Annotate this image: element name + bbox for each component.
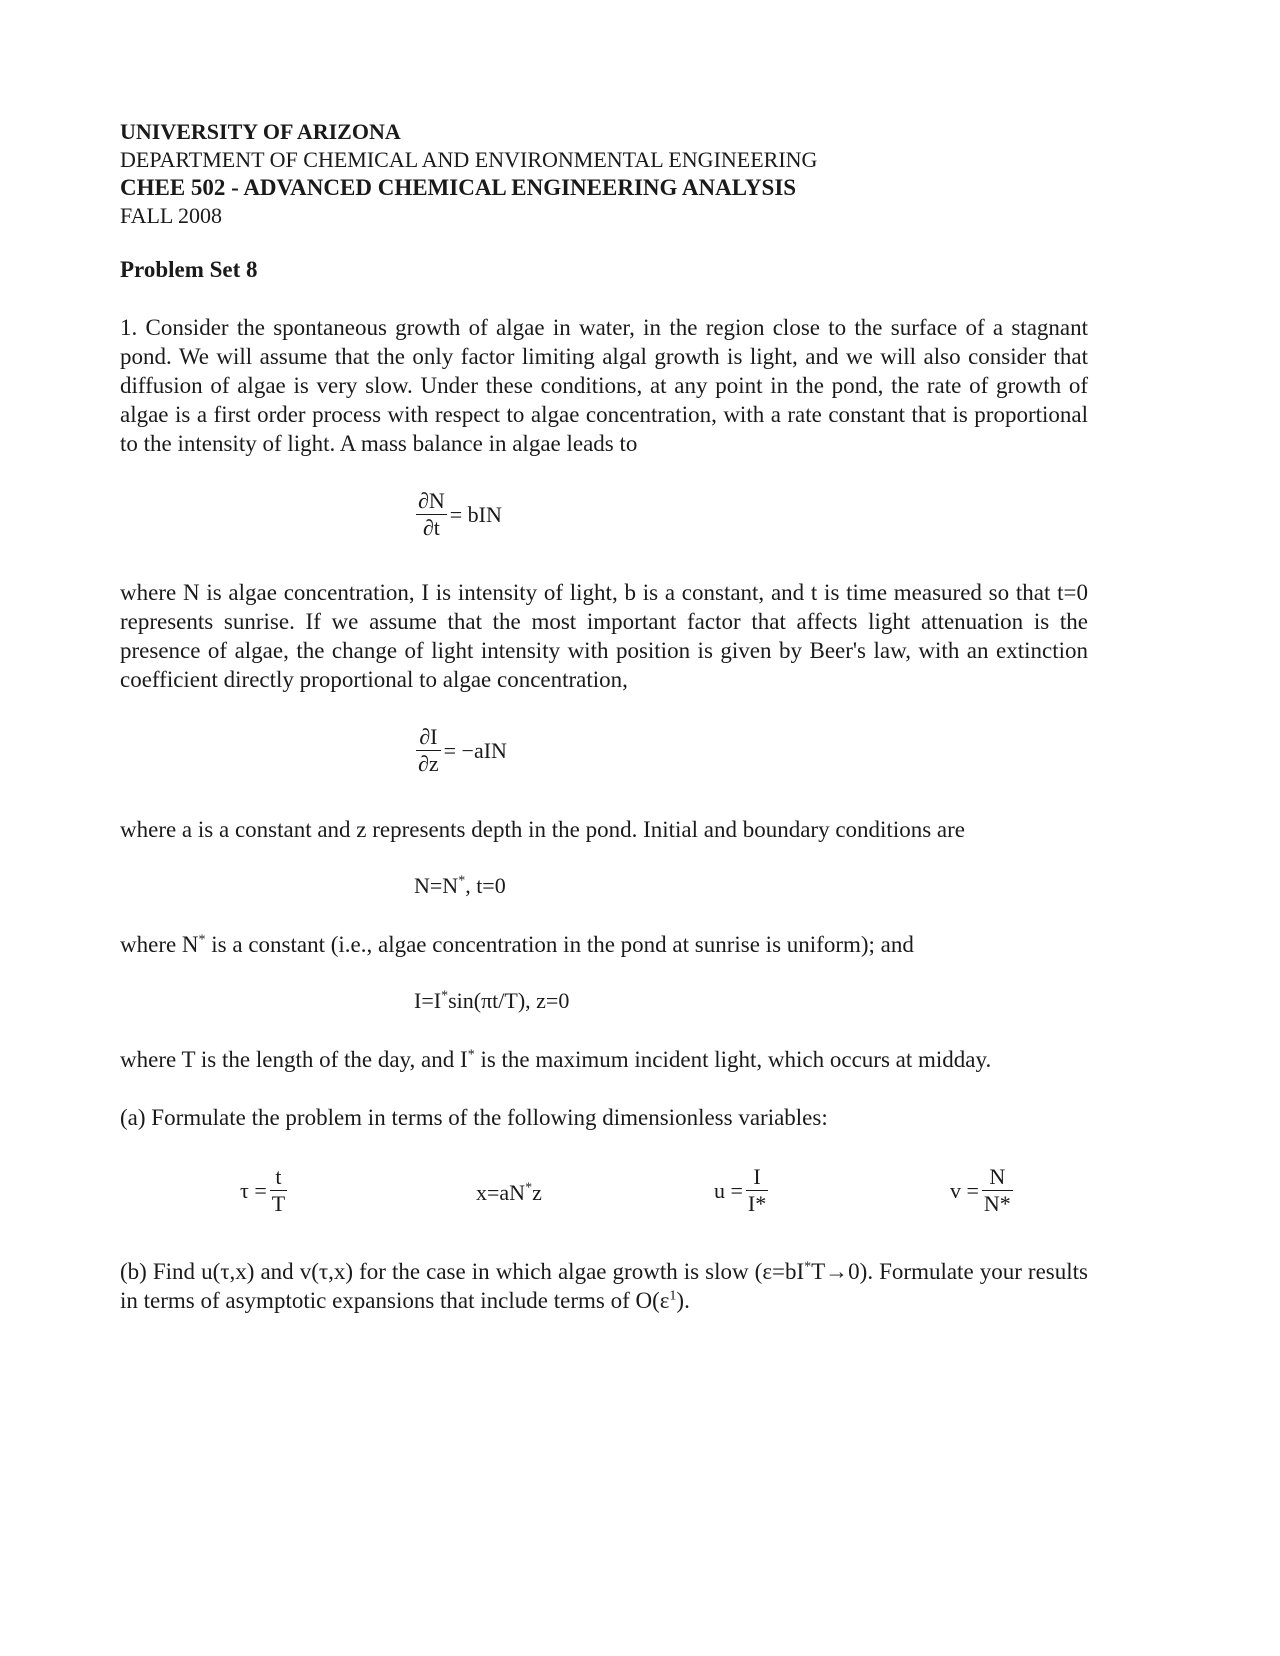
part-a: (a) Formulate the problem in terms of the following dimensionless variables: xyxy=(120,1105,828,1130)
fraction: $\frac{N}{N*}$ xyxy=(983,1164,1011,1216)
course-title: CHEE 502 - ADVANCED CHEMICAL ENGINEERING ANALYSIS xyxy=(120,175,797,200)
equation-growth: $\frac{\partial N}{\partial t}$ = bIN xyxy=(418,488,502,540)
paragraph-n-star: where N* is a constant (i.e., algae concentration in the pond at sunrise is uniform); and xyxy=(120,932,914,957)
fraction: $\frac{\partial N}{\partial t}$ xyxy=(418,488,445,540)
fraction: $\frac{I}{I*}$ xyxy=(747,1164,767,1216)
problem-intro: 1. Consider the spontaneous growth of algae in water, in the region close to the surface of a stagnant pond. We will assume that the only factor limiting algal growth is light, and we will also consider that diffusion of algae is very slow. Under these conditions, at any point in the pond, the rate of growth of algae is a first order process with respect to algae concentration, with a rate constant that is proportional to the intensity of light. A mass balance in algae leads to xyxy=(120,315,1088,456)
paragraph-day-length: where T is the length of the day, and I* is the maximum incident light, which occurs at midday. xyxy=(120,1047,992,1072)
initial-condition: N=N*, t=0 xyxy=(414,873,506,898)
department-name: DEPARTMENT OF CHEMICAL AND ENVIRONMENTAL ENGINEERING xyxy=(120,147,818,172)
paragraph-conditions: where a is a constant and z represents depth in the pond. Initial and boundary conditions are xyxy=(120,817,965,842)
variable-v: v = $\frac{N}{N*}$ xyxy=(950,1164,1011,1216)
boundary-condition: I=I*sin(πt/T), z=0 xyxy=(414,988,570,1013)
variable-tau: τ = $\frac{t}{T}$ xyxy=(240,1164,286,1216)
part-b: (b) Find u(τ,x) and v(τ,x) for the case in which algae growth is slow (ε=bI*T→0). Formulate your results in terms of asymptotic expansions that include terms of $O(\varepsilon^1)$. xyxy=(120,1259,1088,1313)
term: FALL 2008 xyxy=(120,203,223,228)
variable-u: u = $\frac{I}{I*}$ xyxy=(714,1164,767,1216)
fraction: $\frac{\partial I}{\partial z}$ xyxy=(418,724,439,776)
problem-set-title: Problem Set 8 xyxy=(120,257,258,282)
paragraph-beers-law: where N is algae concentration, I is intensity of light, b is a constant, and t is time measured so that t=0 represents sunrise. If we assume that the most important factor that affects light attenuation is the presence of algae, the change of light intensity with position is given by Beer's law, with an extinction coefficient directly proportional to algae concentration, xyxy=(120,580,1088,692)
equation-light-attenuation: $\frac{\partial I}{\partial z}$ = −aIN xyxy=(418,724,507,776)
fraction: $\frac{t}{T}$ xyxy=(271,1164,286,1216)
university-name: UNIVERSITY OF ARIZONA xyxy=(120,119,401,144)
variable-x: x=aN*z xyxy=(476,1180,542,1205)
